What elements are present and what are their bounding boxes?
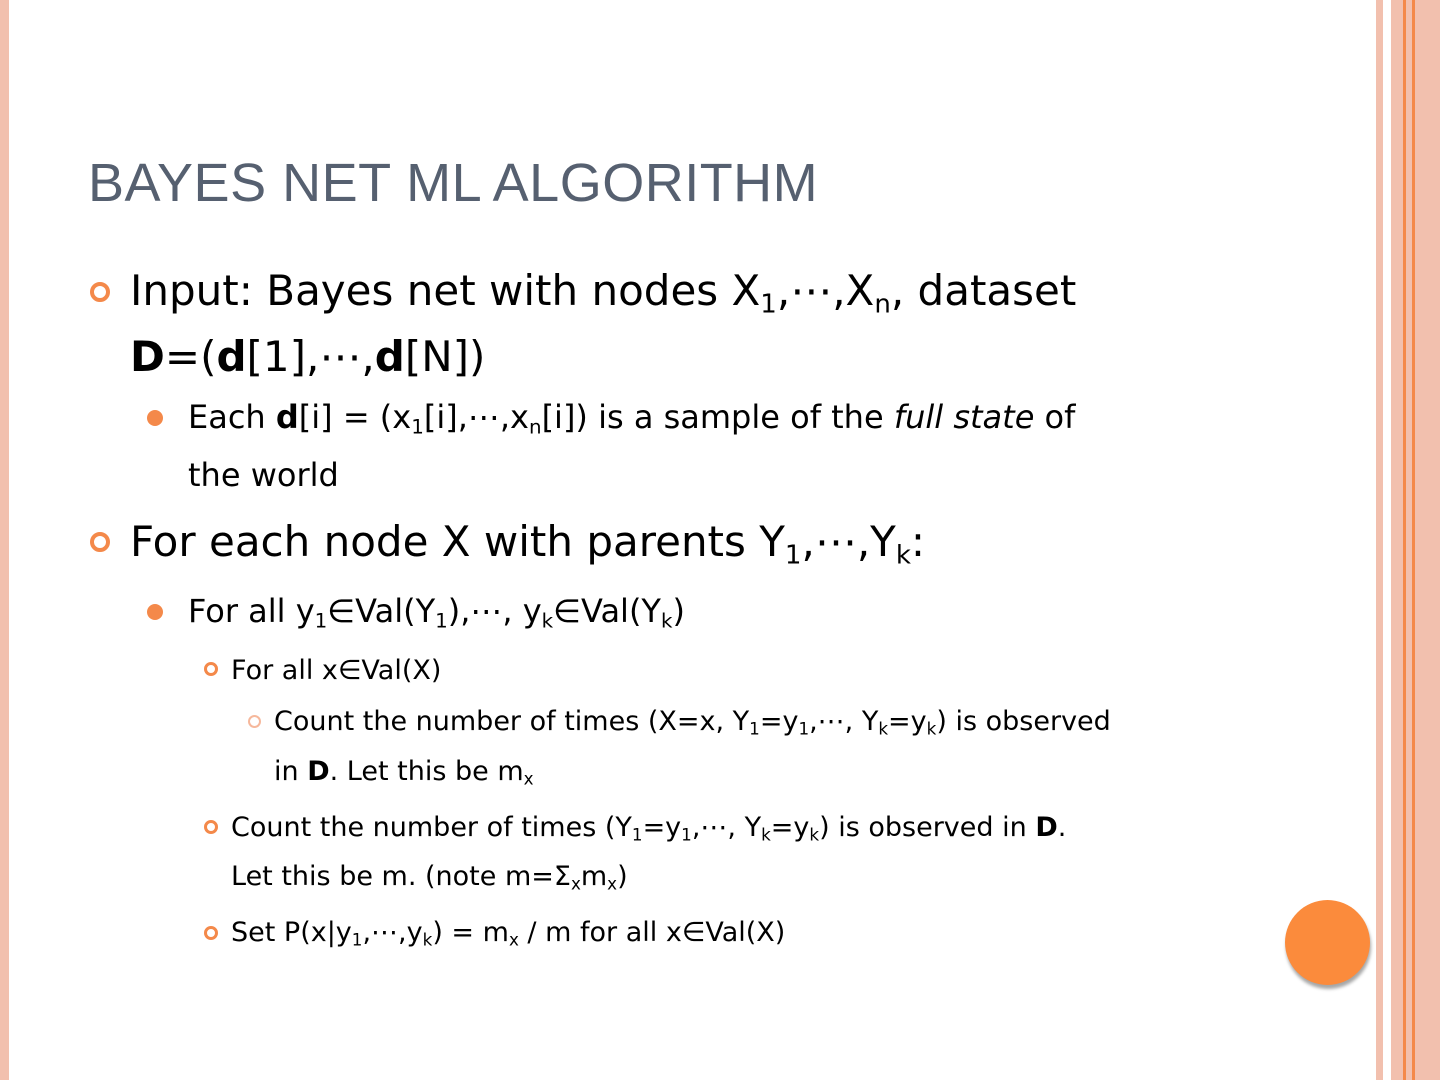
bullet-each-sample-line2: the world [188,456,339,494]
bullet-count-x-line2: in D. Let this be $m_x$ [274,756,534,789]
bullet-ring-icon [90,532,110,552]
bullet-input-line1: Input: Bayes net with nodes $X_1,\cdots,X_n$, dataset [130,266,1077,320]
bullet-for-all-x: For all x∈Val(X) [231,655,442,686]
bullet-small-ring-icon [204,662,218,676]
slide-title: BAYES NET ML ALGORITHM [88,153,819,213]
right-border-stripe [1376,0,1383,1080]
bullet-count-m-line2: Let this be m. (note $m=\Sigma_xm_x$) [231,861,628,894]
decorative-circle [1285,900,1370,985]
bullet-small-ring-icon [204,820,218,834]
bullet-for-each-node: For each node X with parents $Y_1,\cdots,Y_k$: [130,517,926,571]
bullet-set-p: Set $P(x|y_1,\cdots,y_k) = m_x / m$ for all x∈Val(X) [231,917,786,950]
bullet-dot-icon [147,604,163,620]
bullet-ring-icon [90,282,110,302]
bullet-count-x-line1: Count the number of times (X=x, $Y_1=y_1,\cdots$, $Y_k=y_k$) is observed [274,706,1111,739]
bullet-tiny-ring-icon [248,715,261,728]
right-border-band [1391,0,1440,1080]
bullet-count-m-line1: Count the number of times ($Y_1=y_1,\cdots$, $Y_k=y_k$) is observed in D. [231,812,1067,845]
bullet-each-sample-line1: Each $d[i] = (x_1[i],\cdots,x_n[i])$ is a sample of the full state of [188,398,1076,439]
bullet-small-ring-icon [204,926,218,940]
right-border-line [1412,0,1415,1080]
bullet-for-all-y: For all $y_1\in Val(Y_1),\cdots$, $y_k\in Val(Y_k)$ [188,592,685,633]
right-border-line [1403,0,1406,1080]
bullet-input-line2: D=(d[1],⋯,d[N]) [130,332,486,381]
bullet-dot-icon [147,410,163,426]
left-border-stripe [0,0,9,1080]
